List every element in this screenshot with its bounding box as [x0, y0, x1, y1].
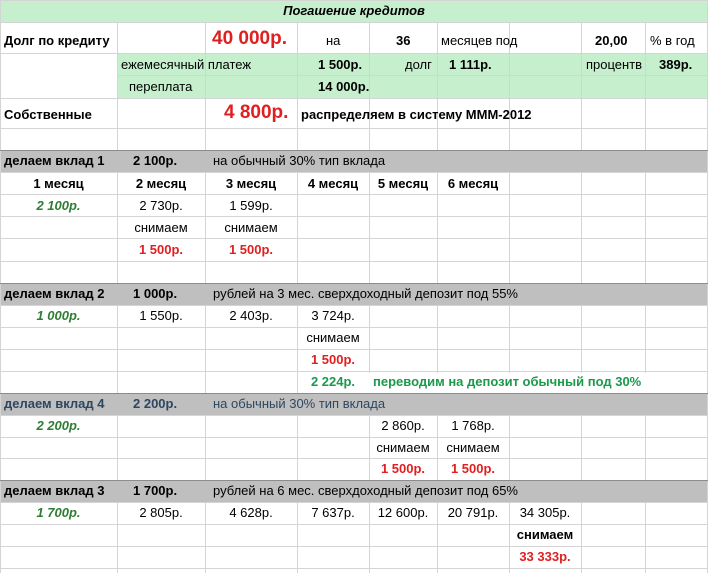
month-header: 3 месяц [225, 176, 277, 191]
deposit2-month1: 1 000р. [36, 308, 81, 323]
grid-line [117, 22, 118, 150]
loan-months: 36 [396, 33, 411, 48]
deposit2-label: делаем вклад 2 [4, 286, 105, 301]
grid-line [0, 261, 708, 262]
page-title: Погашение кредитов [283, 3, 425, 18]
grid-line [0, 194, 708, 195]
own-funds-amount: 4 800р. [224, 102, 289, 123]
monthly-payment-value: 1 500р. [318, 57, 363, 72]
deposit2-withdraw-label: снимаем [306, 330, 360, 345]
grid-line [0, 458, 708, 459]
deposit3-month7: 34 305р. [519, 505, 571, 520]
deposit2-rest-note: переводим на депозит обычный под 30% [373, 374, 642, 389]
grid-line [0, 524, 708, 525]
interest-value: 389р. [659, 57, 693, 72]
grid-line [0, 22, 708, 23]
month-header: 2 месяц [135, 176, 187, 191]
month-header: 6 месяц [447, 176, 499, 191]
deposit2-month3: 2 403р. [229, 308, 273, 323]
interest-label: процентв [586, 57, 643, 72]
grid-line [645, 415, 646, 480]
deposit2-amount: 1 000р. [133, 286, 178, 301]
deposit4-withdraw-label: снимаем [446, 440, 500, 455]
deposit1-label: делаем вклад 1 [4, 153, 105, 168]
grid-line [645, 172, 646, 283]
deposit4-withdraw-amount: 1 500р. [380, 461, 426, 476]
grid-line [297, 415, 298, 480]
deposit3-withdraw-label: снимаем [516, 527, 574, 542]
grid-line [205, 415, 206, 480]
deposit3-amount: 1 700р. [133, 483, 178, 498]
grid-line [117, 415, 118, 480]
grid-line [509, 172, 510, 283]
grid-line [581, 22, 582, 150]
deposit2-month4: 3 724р. [311, 308, 355, 323]
deposit4-amount: 2 200р. [133, 396, 178, 411]
deposit3-label: делаем вклад 3 [4, 483, 105, 498]
grid-line [581, 502, 582, 573]
loan-amount: 40 000р. [212, 28, 287, 49]
deposit1-withdraw-label: снимаем [134, 220, 188, 235]
deposit4-month1: 2 200р. [36, 418, 81, 433]
grid-line [297, 22, 298, 150]
grid-line [0, 53, 708, 54]
debt-label: долг [405, 57, 432, 72]
deposit4-month5: 2 860р. [381, 418, 425, 433]
deposit2-rest: 2 224р. [310, 374, 356, 389]
grid-line [581, 415, 582, 480]
overpay-label: переплата [129, 79, 193, 94]
deposit1-desc: на обычный 30% тип вклада [213, 153, 386, 168]
grid-line [437, 305, 438, 373]
month-header: 4 месяц [307, 176, 359, 191]
grid-line [369, 305, 370, 373]
grid-line [645, 502, 646, 573]
loan-label: Долг по кредиту [4, 33, 110, 48]
overpay-value: 14 000р. [318, 79, 370, 94]
grid-line [0, 216, 708, 217]
deposit3-month3: 4 628р. [229, 505, 273, 520]
grid-line [509, 305, 510, 373]
deposit2-withdraw-amount: 1 500р. [310, 352, 356, 367]
deposit1-withdraw-label: снимаем [224, 220, 278, 235]
deposit4-month6: 1 768р. [451, 418, 495, 433]
grid-line [0, 172, 708, 173]
loan-rate-unit: % в год [650, 33, 695, 48]
grid-line [707, 0, 708, 573]
deposit3-withdraw-amount: 33 333р. [519, 549, 571, 564]
deposit1-month2: 2 730р. [139, 198, 183, 213]
deposit1-month1: 2 100р. [36, 198, 81, 213]
grid-line [509, 415, 510, 480]
debt-value: 1 111р. [449, 57, 492, 72]
deposit3-month2: 2 805р. [139, 505, 183, 520]
grid-line [645, 305, 646, 373]
deposit4-withdraw-label: снимаем [376, 440, 430, 455]
deposit3-month4: 7 637р. [311, 505, 355, 520]
deposit3-desc: рублей на 6 мес. сверхдоходный депозит под 65% [213, 483, 518, 498]
deposit3-month6: 20 791р. [447, 505, 499, 520]
deposit1-amount: 2 100р. [133, 153, 178, 168]
deposit3-month5: 12 600р. [377, 505, 429, 520]
deposit2-month2: 1 550р. [139, 308, 183, 323]
own-funds-note: распределяем в систему МММ-2012 [301, 107, 532, 122]
own-funds-label: Собственные [4, 107, 92, 122]
grid-line [581, 172, 582, 283]
grid-line [117, 75, 708, 76]
grid-line [437, 22, 438, 150]
deposit3-month1: 1 700р. [36, 505, 81, 520]
month-header: 5 месяц [377, 176, 429, 191]
grid-line [205, 22, 206, 150]
grid-line [581, 305, 582, 373]
grid-line [0, 98, 708, 99]
grid-line [645, 22, 646, 150]
monthly-payment-label: ежемесячный платеж [121, 57, 252, 72]
grid-line [0, 0, 1, 573]
deposit2-desc: рублей на 3 мес. сверхдоходный депозит под 55% [213, 286, 518, 301]
grid-line [0, 546, 708, 547]
deposit4-withdraw-amount: 1 500р. [450, 461, 496, 476]
loan-on-label: на [326, 33, 341, 48]
grid-line [0, 437, 708, 438]
deposit4-desc: на обычный 30% тип вклада [213, 396, 386, 411]
month-header: 1 месяц [33, 176, 84, 191]
grid-line [0, 238, 708, 239]
deposit1-withdraw-amount: 1 500р. [228, 242, 274, 257]
loan-rate: 20,00 [595, 33, 628, 48]
grid-line [0, 568, 708, 569]
loan-months-label: месяцев под [441, 33, 518, 48]
grid-line [0, 128, 708, 129]
deposit4-label: делаем вклад 4 [4, 396, 105, 411]
deposit1-month3: 1 599р. [229, 198, 273, 213]
deposit1-withdraw-amount: 1 500р. [138, 242, 184, 257]
